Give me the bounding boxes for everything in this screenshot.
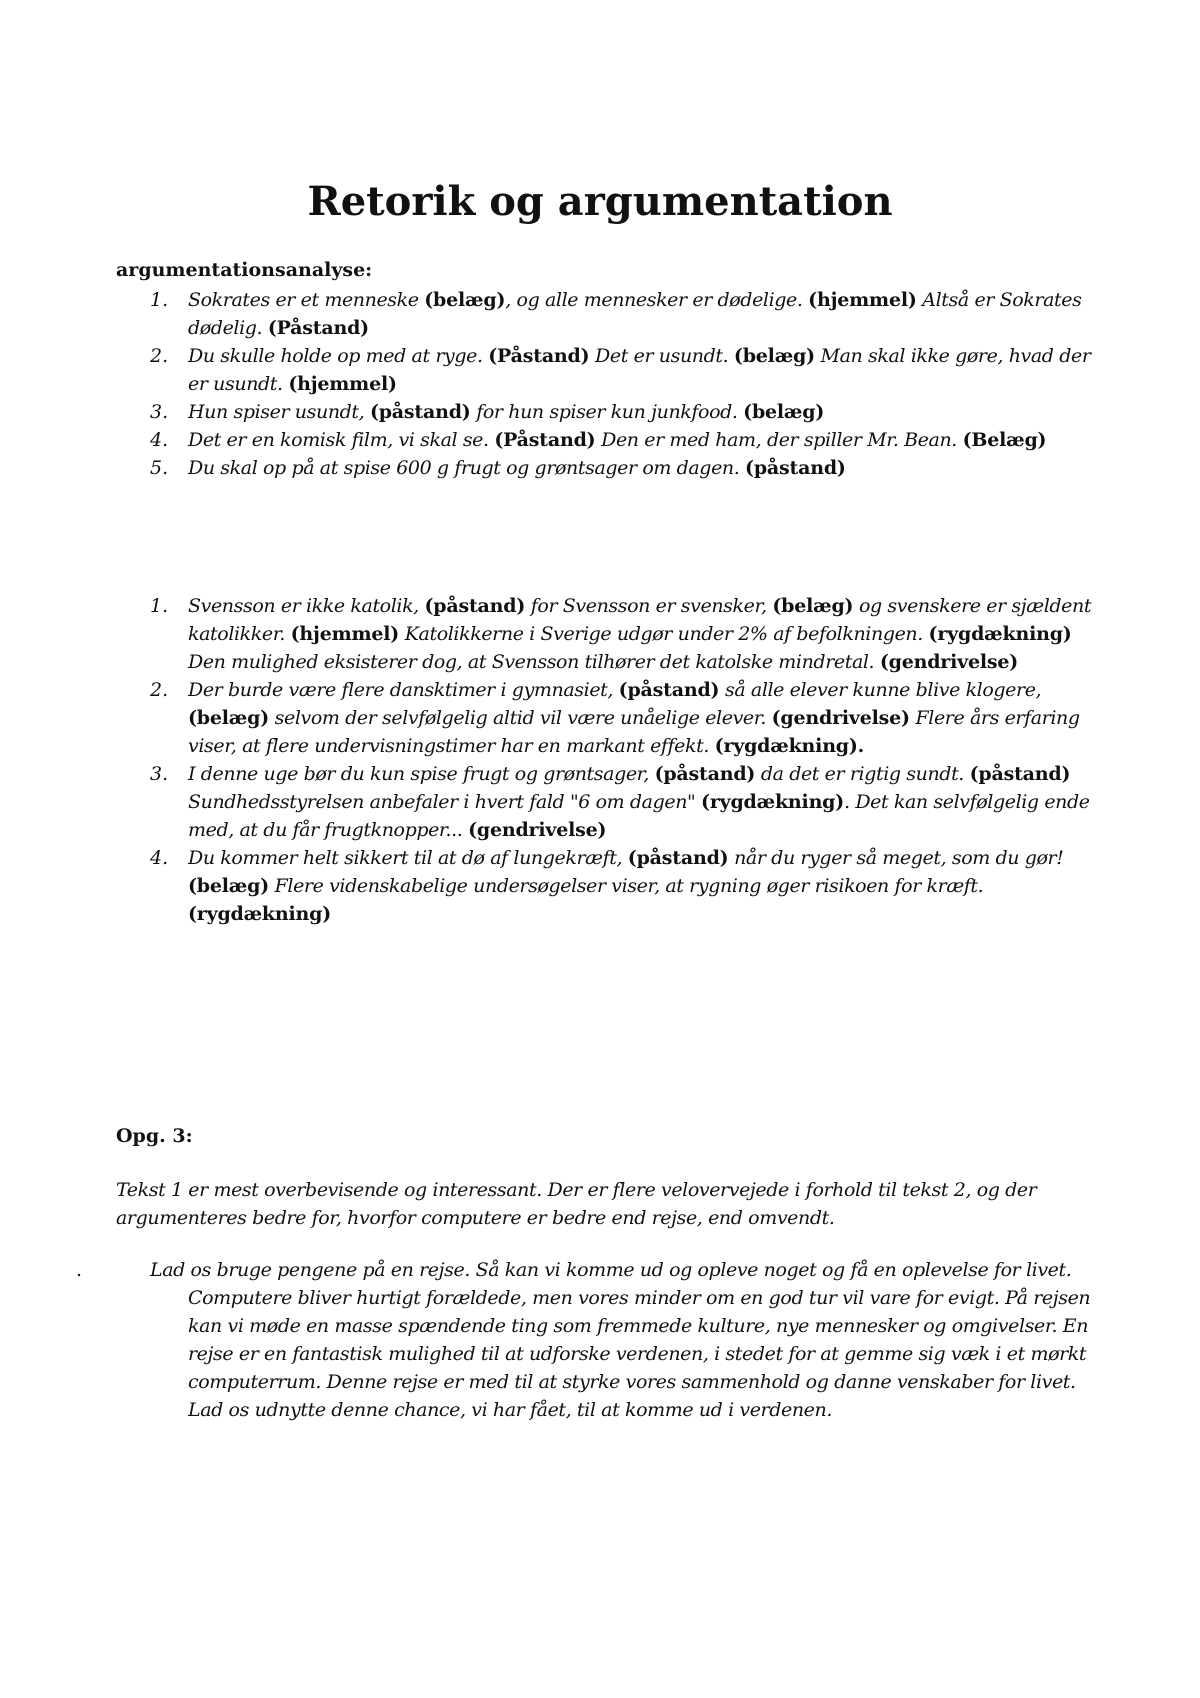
argument-label: (hjemmel) [288, 373, 397, 395]
argument-text: . Det kan selvfølgelig ende med, at du får frugtknopper... [188, 791, 1090, 841]
list2-item-2 [116, 676, 1096, 760]
list-number: 5. [150, 457, 169, 479]
argument-label: (påstand) [745, 457, 846, 479]
list-number: 4. [150, 429, 169, 451]
argument-label: (Påstand) [488, 345, 590, 367]
argument-label: (hjemmel) [290, 623, 400, 645]
argument-label: (belæg) [188, 875, 269, 897]
argument-label: (belæg) [424, 289, 506, 311]
argument-text: for Svensson er svensker, [525, 595, 773, 617]
argument-text: Du skulle holde op med at ryge. [188, 345, 489, 367]
list1-item-1 [116, 286, 1096, 342]
list1-item-2 [116, 342, 1096, 398]
argument-label: (belæg) [743, 401, 825, 423]
list-number: 2. [150, 679, 169, 701]
list-number: 3. [150, 401, 169, 423]
list-number: 2. [150, 345, 169, 367]
argument-label: (gendrivelse) [771, 707, 910, 729]
argument-text: Hun spiser usundt, [188, 401, 370, 423]
opg3-bullet-text: Lad os bruge pengene på en rejse. Så kan vi komme ud og opleve noget og få en oplevelse for livet. Computere bliver hurtigt forældede, men vores minder om en god tur vil vare for evigt. På rejsen kan vi møde en masse spændende ting som fremmede kulture, nye mennesker og omgivelser. En rejse er en fantastisk mulighed til at udforske verdenen, i stedet for at gemme sig væk i et mørkt computerrum. Denne rejse er med til at styrke vores sammenhold og danne venskaber for livet. Lad os udnytte denne chance, vi har fået, til at komme ud i verdenen. [150, 1259, 1091, 1421]
argument-text: Du skal op på at spise 600 g frugt og grøntsager om dagen. [188, 457, 746, 479]
page-title: Retorik og argumentation [307, 178, 893, 225]
argument-text: Svensson er ikke katolik, [188, 595, 425, 617]
argument-text: I denne uge bør du kun spise frugt og grøntsager, [188, 763, 655, 785]
argument-text: så alle elever kunne blive klogere, [719, 679, 1042, 701]
argument-text: selvom der selvfølgelig altid vil være unåelige elever. [268, 707, 772, 729]
argument-text: Flere års erfaring viser, at flere undervisningstimer har en markant effekt. [188, 707, 1080, 757]
argument-text: når du ryger så meget, som du gør! [728, 847, 1064, 869]
argument-label: (Påstand) [494, 429, 596, 451]
argument-label: (Belæg) [962, 429, 1047, 451]
argument-label: (påstand) [618, 679, 720, 701]
opg3-bullet-paragraph [76, 1256, 1096, 1424]
argument-text: Det er usundt. [589, 345, 734, 367]
argument-label: (påstand) [654, 763, 756, 785]
argument-label: (belæg) [733, 345, 815, 367]
argument-text: Man skal ikke gøre, hvad der er usundt. [188, 345, 1091, 395]
argument-text: Det er en komisk film, vi skal se. [188, 429, 495, 451]
argument-label: (hjemmel) [808, 289, 917, 311]
argument-text: Den er med ham, der spiller Mr. Bean. [595, 429, 963, 451]
list1-item-4 [116, 426, 1096, 454]
list2-item-4 [116, 844, 1096, 928]
section-heading-argumentationsanalyse: argumentationsanalyse: [116, 259, 373, 281]
section-heading-opg3: Opg. 3: [116, 1125, 193, 1147]
argument-text: , og alle mennesker er dødelige. [505, 289, 809, 311]
argument-label: (gendrivelse) [879, 651, 1019, 673]
list-number: 1. [150, 289, 169, 311]
argument-text: Sundhedsstyrelsen anbefaler i hvert fald "6 om dagen" [188, 791, 702, 813]
argument-label: (gendrivelse) [468, 819, 607, 841]
argument-label: (rygdækning) [928, 623, 1072, 645]
argument-label: (belæg) [772, 595, 854, 617]
argument-label: (påstand) [969, 763, 1071, 785]
list2-item-3 [116, 760, 1096, 844]
argument-text: Der burde være flere dansktimer i gymnasiet, [188, 679, 619, 701]
argument-text: for hun spiser kun junkfood. [470, 401, 744, 423]
list-number: 1. [150, 595, 169, 617]
argument-label: (rygdækning). [714, 735, 865, 757]
argument-text: Sokrates er et menneske [188, 289, 425, 311]
argument-list-1 [116, 286, 1096, 482]
bullet-marker: . [76, 1259, 82, 1281]
argument-text: Katolikkerne i Sverige udgør under 2% af befolkningen. [399, 623, 929, 645]
argument-text: Flere videnskabelige undersøgelser viser, at rygning øger risikoen for kræft. [268, 875, 984, 897]
argument-text: Den mulighed eksisterer dog, at Svensson tilhører det katolske mindretal. [188, 651, 880, 673]
argument-label: (rygdækning) [188, 903, 332, 925]
list-number: 3. [150, 763, 169, 785]
argument-label: (rygdækning) [701, 791, 845, 813]
opg3-intro-paragraph: Tekst 1 er mest overbevisende og interessant. Der er flere velovervejede i forhold til tekst 2, og der argumenteres bedre for, hvorfor computere er bedre end rejse, end omvendt. [116, 1179, 1037, 1229]
list1-item-5 [116, 454, 1096, 482]
list1-item-3 [116, 398, 1096, 426]
argument-list-2 [116, 592, 1096, 928]
argument-label: (belæg) [188, 707, 269, 729]
argument-text: og svenskere er sjældent katolikker. [188, 595, 1092, 645]
argument-label: (Påstand) [267, 317, 369, 339]
list-number: 4. [150, 847, 169, 869]
argument-text: Du kommer helt sikkert til at dø af lungekræft, [188, 847, 628, 869]
argument-label: (påstand) [627, 847, 729, 869]
argument-text: Altså er Sokrates dødelig. [188, 289, 1082, 339]
argument-text: da det er rigtig sundt. [755, 763, 970, 785]
argument-label: (påstand) [369, 401, 471, 423]
list2-item-1 [116, 592, 1096, 676]
argument-label: (påstand) [424, 595, 526, 617]
